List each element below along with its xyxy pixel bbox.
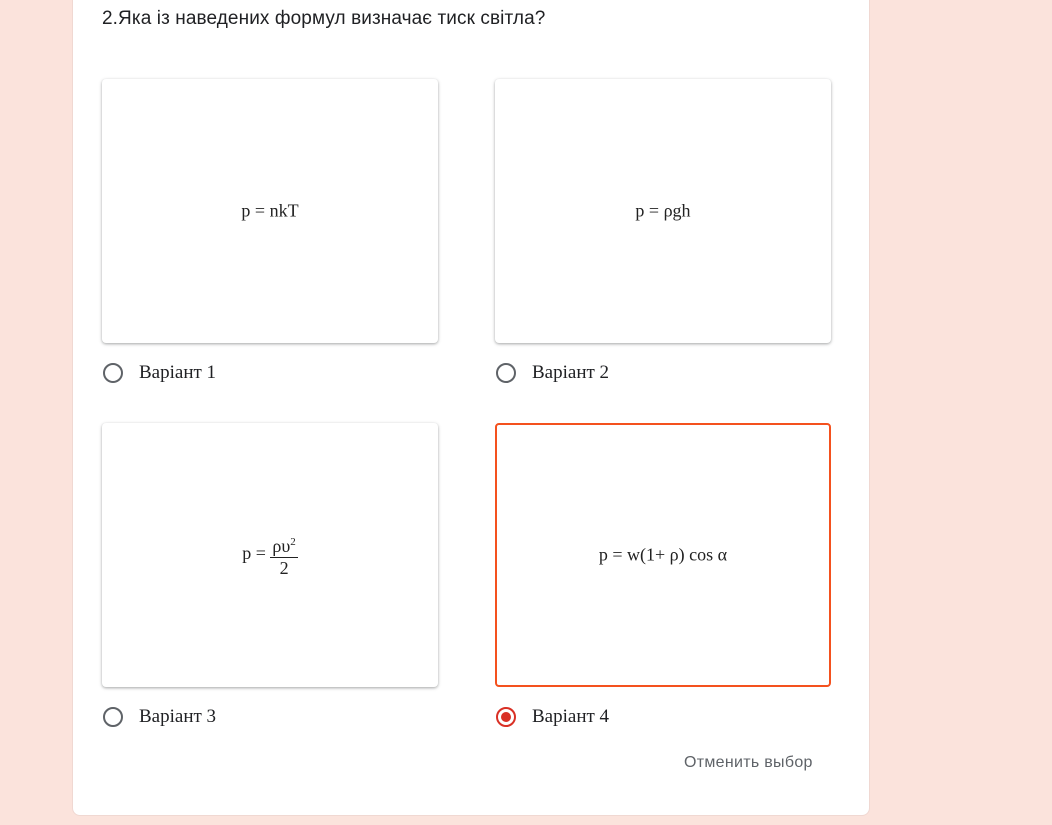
option-radio-row-4[interactable]	[496, 706, 609, 728]
option-image-1[interactable]	[102, 79, 438, 343]
question-title: 2.Яка із наведених формул визначає тиск світла?	[102, 8, 546, 29]
option-image-3[interactable]	[102, 423, 438, 687]
formula-3-lhs: p =	[242, 543, 271, 564]
option-radio-row-3[interactable]	[103, 706, 216, 728]
formula-3-exponent: 2	[290, 536, 296, 548]
option-label-2: Варіант 2	[532, 362, 610, 383]
clear-selection-button[interactable]: Отменить выбор	[676, 748, 821, 778]
formula-3-denominator: 2	[279, 558, 289, 578]
option-label-3: Варіант 3	[139, 706, 217, 727]
formula-3-fraction	[270, 532, 297, 578]
radio-button-4[interactable]	[496, 707, 516, 727]
formula-3	[102, 532, 438, 578]
formula-2: p = ρgh	[635, 200, 691, 221]
radio-button-3[interactable]	[103, 707, 123, 727]
radio-button-2[interactable]	[496, 363, 516, 383]
option-radio-row-2[interactable]	[496, 362, 609, 384]
formula-1: p = nkT	[241, 200, 299, 221]
radio-button-1[interactable]	[103, 363, 123, 383]
formula-4: p = w(1+ ρ) cos α	[598, 544, 728, 565]
option-label-1: Варіант 1	[139, 362, 217, 383]
formula-3-numerator: $\rho\upsilon^2$	[270, 532, 297, 558]
option-image-4[interactable]	[495, 423, 831, 687]
option-label-4: Варіант 4	[532, 706, 610, 727]
option-image-2[interactable]	[495, 79, 831, 343]
option-radio-row-1[interactable]	[103, 362, 216, 384]
